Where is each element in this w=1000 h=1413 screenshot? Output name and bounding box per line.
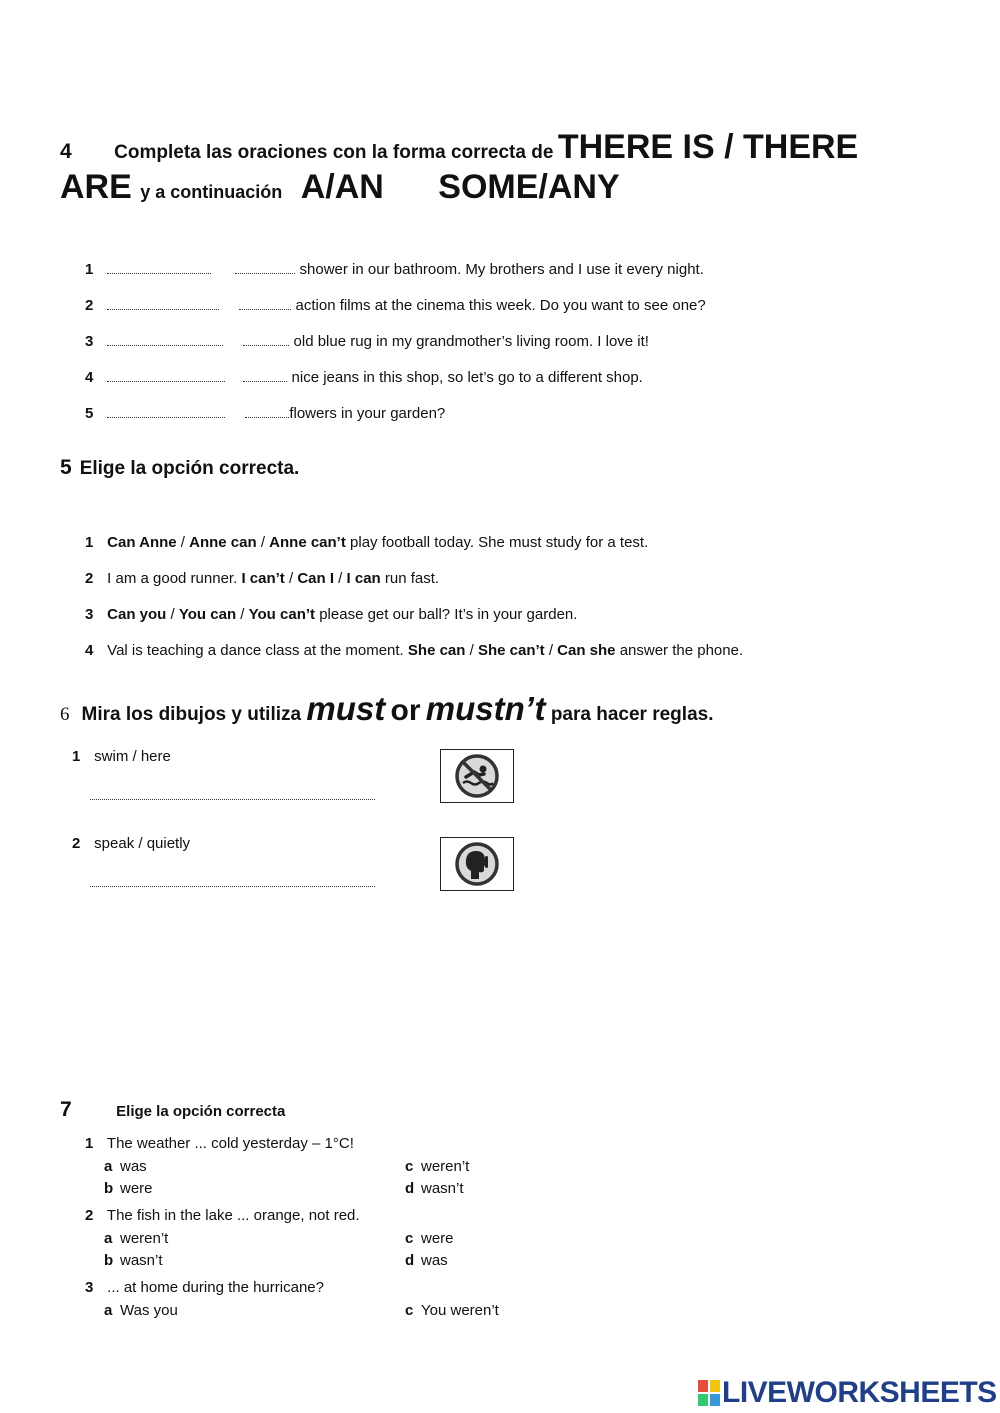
item-number: 1 [85, 261, 94, 278]
exercise-7-heading [60, 1098, 285, 1122]
option-a[interactable]: a weren’t [104, 1230, 169, 1247]
keyword-must: must [306, 690, 386, 727]
option-choice[interactable]: She can [407, 642, 466, 659]
answer-blank[interactable] [239, 299, 291, 310]
option-choice[interactable]: I can’t [241, 570, 285, 587]
option-choice[interactable]: Can I [297, 570, 334, 587]
answer-blank[interactable] [235, 263, 295, 274]
option-c[interactable]: c were [405, 1230, 454, 1247]
sentence-text: I am a good runner. [107, 570, 238, 587]
list-item [85, 570, 439, 587]
sentence-text: old blue rug in my grandmother’s living room. I love it! [293, 333, 649, 350]
answer-blank[interactable] [243, 335, 289, 346]
item-number: 2 [85, 297, 94, 314]
list-item [85, 261, 704, 278]
item-number: 3 [85, 1279, 94, 1296]
option-b[interactable]: b were [104, 1180, 153, 1197]
list-item [85, 405, 445, 422]
answer-blank[interactable] [245, 407, 289, 418]
item-number: 4 [85, 369, 94, 386]
exercise-instruction: para hacer reglas. [550, 704, 714, 725]
answer-blank[interactable] [107, 263, 211, 274]
answer-blank[interactable] [243, 371, 287, 382]
answer-line[interactable] [90, 787, 375, 805]
option-c[interactable]: c You weren’t [405, 1302, 499, 1319]
item-number: 2 [85, 1207, 94, 1224]
item-number: 2 [85, 570, 94, 587]
item-number: 4 [85, 642, 94, 659]
sentence-text: play football today. She must study for a test. [350, 534, 649, 551]
item-number: 1 [85, 1135, 94, 1152]
option-choice[interactable]: You can’t [248, 606, 316, 623]
list-item [85, 297, 706, 314]
list-item [85, 534, 648, 551]
option-choice[interactable]: Can Anne [107, 534, 177, 551]
option-choice[interactable]: I can [346, 570, 381, 587]
option-choice[interactable]: You can [178, 606, 237, 623]
option-d[interactable]: d wasn’t [405, 1180, 464, 1197]
question-text: The weather ... cold yesterday – 1°C! [106, 1135, 354, 1152]
grammar-focus: ARE [60, 168, 132, 206]
keyword-or: or [390, 694, 421, 727]
separator: / [260, 534, 265, 551]
grammar-focus: THERE IS / THERE [557, 128, 859, 166]
list-item [85, 369, 643, 386]
option-d[interactable]: d was [405, 1252, 448, 1269]
sentence-text: please get our ball? It’s in your garden. [319, 606, 578, 623]
option-choice[interactable]: Can she [557, 642, 616, 659]
exercise-4-heading-line2 [60, 168, 620, 207]
grammar-focus: SOME/ANY [438, 168, 620, 206]
separator: / [240, 606, 245, 623]
exercise-number: 7 [60, 1098, 72, 1121]
item-number: 3 [85, 333, 94, 350]
answer-blank[interactable] [107, 335, 223, 346]
item-number: 5 [85, 405, 94, 422]
exercise-5-heading [60, 456, 299, 480]
separator: / [180, 534, 185, 551]
sentence-text: Val is teaching a dance class at the moment. [107, 642, 404, 659]
separator: / [548, 642, 553, 659]
item-number: 2 [72, 835, 81, 852]
exercise-4-heading [60, 128, 858, 167]
logo-text: LIVEWORKSHEETS [722, 1376, 997, 1409]
sentence-text: run fast. [384, 570, 440, 587]
option-choice[interactable]: Anne can’t [269, 534, 346, 551]
answer-blank[interactable] [107, 407, 225, 418]
list-item [85, 642, 743, 659]
question [85, 1135, 354, 1152]
option-a[interactable]: a Was you [104, 1302, 178, 1319]
exercise-6-heading [60, 690, 713, 728]
option-choice[interactable]: Anne can [189, 534, 257, 551]
exercise-number: 6 [60, 704, 70, 725]
sentence-text: shower in our bathroom. My brothers and I use it every night. [299, 261, 704, 278]
question [85, 1279, 324, 1296]
exercise-number: 5 [60, 456, 72, 479]
separator: / [170, 606, 175, 623]
separator: / [469, 642, 474, 659]
sentence-text: answer the phone. [619, 642, 744, 659]
option-c[interactable]: c weren’t [405, 1158, 470, 1175]
separator: / [288, 570, 294, 587]
logo-mark-icon [698, 1380, 720, 1406]
item-number: 1 [85, 534, 94, 551]
exercise-instruction: Mira los dibujos y utiliza [81, 704, 302, 725]
prompt-text: speak / quietly [94, 835, 191, 852]
question-text: ... at home during the hurricane? [107, 1279, 324, 1296]
list-item [72, 748, 171, 765]
sentence-text: flowers in your garden? [289, 405, 446, 422]
option-choice[interactable]: She can’t [477, 642, 545, 659]
exercise-number: 4 [60, 140, 72, 163]
keyword-mustnt: mustn’t [425, 690, 546, 727]
item-number: 1 [72, 748, 81, 765]
separator: / [338, 570, 343, 587]
list-item [85, 606, 577, 623]
no-swimming-icon [440, 749, 514, 803]
item-number: 3 [85, 606, 94, 623]
quiet-please-icon [440, 837, 514, 891]
grammar-focus: A/AN [300, 168, 384, 206]
exercise-instruction: Elige la opción correcta [116, 1103, 286, 1120]
list-item [72, 835, 190, 852]
question [85, 1207, 360, 1224]
liveworksheets-logo[interactable] [698, 1376, 997, 1410]
question-text: The fish in the lake ... orange, not red. [106, 1207, 360, 1224]
exercise-instruction: Completa las oraciones con la forma correcta de [114, 142, 554, 163]
list-item [85, 333, 649, 350]
exercise-instruction: y a continuación [140, 182, 283, 202]
option-choice[interactable]: Can you [107, 606, 167, 623]
answer-blank[interactable] [107, 299, 219, 310]
sentence-text: nice jeans in this shop, so let’s go to a different shop. [291, 369, 643, 386]
answer-line[interactable] [90, 874, 375, 892]
exercise-instruction: Elige la opción correcta. [79, 458, 300, 479]
option-b[interactable]: b wasn’t [104, 1252, 163, 1269]
answer-blank[interactable] [107, 371, 225, 382]
option-a[interactable]: a was [104, 1158, 147, 1175]
sentence-text: action films at the cinema this week. Do you want to see one? [295, 297, 706, 314]
prompt-text: swim / here [94, 748, 171, 765]
